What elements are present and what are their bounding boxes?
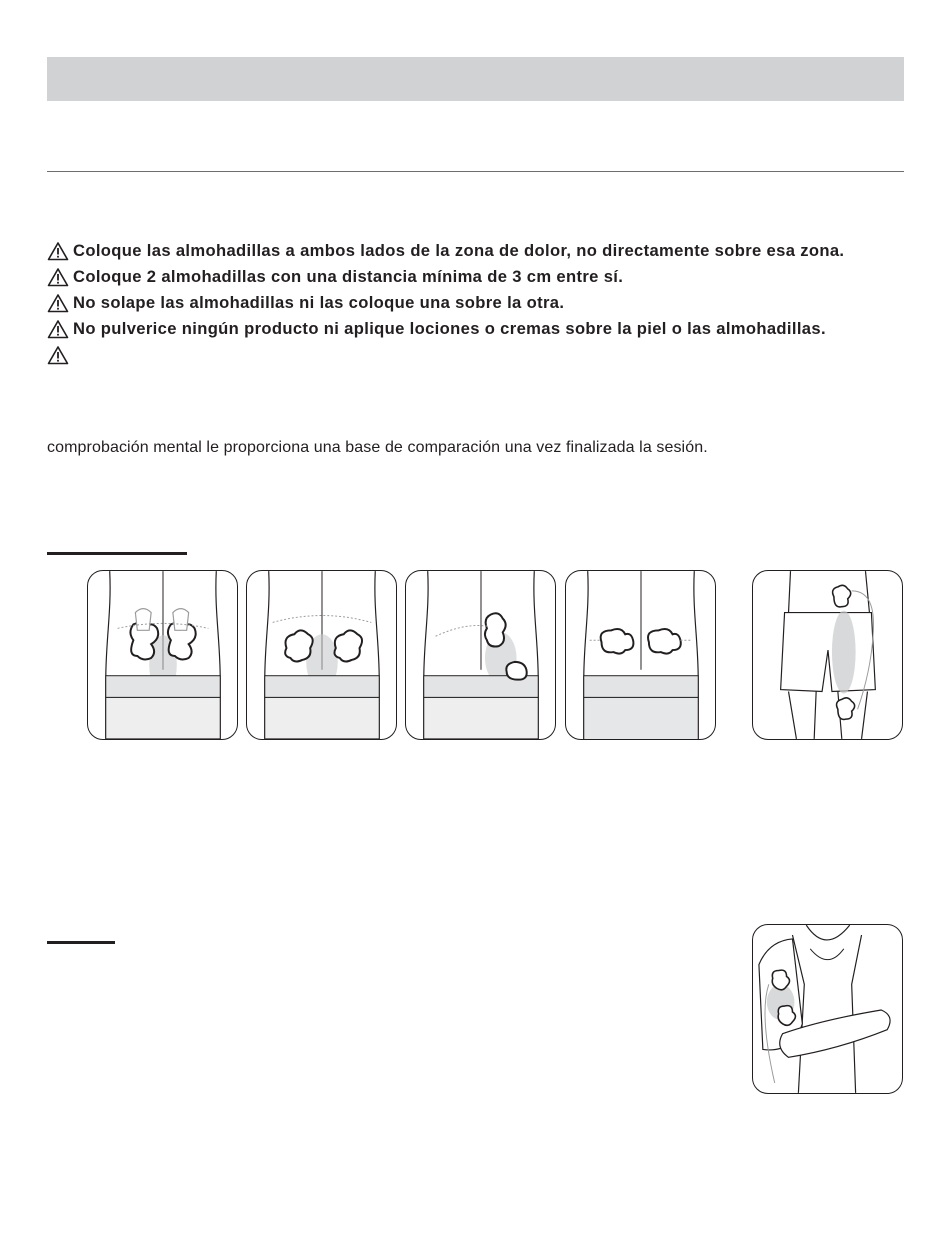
lower-back-figure bbox=[247, 571, 396, 739]
lower-back-illustration-4 bbox=[565, 570, 716, 740]
warning-text: No solape las almohadillas ni las coloque una sobre la otra. bbox=[73, 293, 565, 312]
warning-triangle-icon bbox=[47, 293, 69, 313]
lower-back-illustration-3 bbox=[405, 570, 556, 740]
section-heading-underline bbox=[47, 941, 115, 944]
lower-back-figure bbox=[566, 571, 715, 739]
warning-item bbox=[47, 316, 927, 342]
arm-illustration bbox=[752, 924, 903, 1094]
warning-triangle-icon bbox=[47, 267, 69, 287]
arm-figure bbox=[753, 925, 902, 1093]
warning-triangle-icon bbox=[47, 319, 69, 339]
warning-text: Coloque las almohadillas a ambos lados de la zona de dolor, no directamente sobre esa zona. bbox=[73, 241, 845, 260]
warning-item bbox=[47, 290, 927, 316]
section-heading-underline bbox=[47, 552, 187, 555]
header-bar bbox=[47, 57, 904, 101]
warning-item bbox=[47, 264, 927, 290]
body-paragraph: comprobación mental le proporciona una base de comparación una vez finalizada la sesión. bbox=[47, 439, 708, 456]
warning-triangle-icon bbox=[47, 345, 69, 365]
lower-back-illustration-1 bbox=[87, 570, 238, 740]
warning-list bbox=[47, 238, 927, 368]
leg-figure bbox=[753, 571, 902, 739]
warning-triangle-icon bbox=[47, 241, 69, 261]
lower-back-figure bbox=[406, 571, 555, 739]
warning-text: No pulverice ningún producto ni aplique lociones o cremas sobre la piel o las almohadillas. bbox=[73, 319, 826, 338]
lower-back-figure bbox=[88, 571, 237, 739]
warning-item bbox=[47, 342, 927, 368]
lower-back-illustration-2 bbox=[246, 570, 397, 740]
warning-item bbox=[47, 238, 927, 264]
leg-illustration bbox=[752, 570, 903, 740]
horizontal-rule bbox=[47, 171, 904, 172]
warning-text: Coloque 2 almohadillas con una distancia mínima de 3 cm entre sí. bbox=[73, 267, 624, 286]
